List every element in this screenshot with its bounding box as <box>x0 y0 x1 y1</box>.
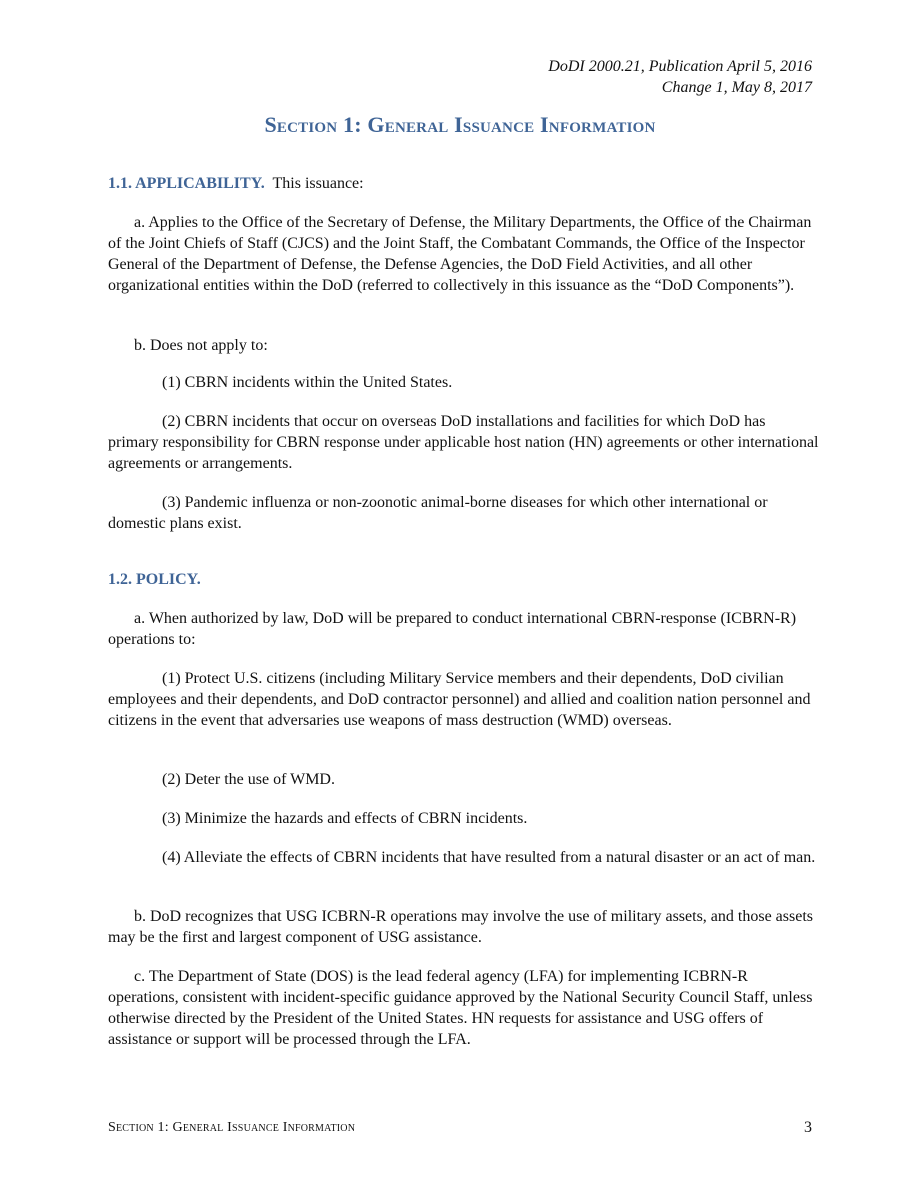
applicability-b: b. Does not apply to: <box>134 337 268 354</box>
applicability-heading-line <box>108 173 820 194</box>
policy-a4: (4) Alleviate the effects of CBRN incidents that have resulted from a natural disaster or an act of man. <box>162 849 816 866</box>
footer-section-title: Section 1: General Issuance Information <box>108 1120 356 1135</box>
policy-heading: 1.2. POLICY. <box>108 571 201 588</box>
policy-a: a. When authorized by law, DoD will be prepared to conduct international CBRN-response (ICBRN-R) operations to: <box>108 610 797 648</box>
applicability-b2: (2) CBRN incidents that occur on overseas DoD installations and facilities for which DoD has primary responsibility for CBRN response under applicable host nation (HN) agreements or other international agreements or arrangements. <box>108 413 819 472</box>
section-title: Section 1: General Issuance Information <box>264 112 656 137</box>
applicability-heading: 1.1. APPLICABILITY. <box>108 175 265 192</box>
policy-c: c. The Department of State (DOS) is the lead federal agency (LFA) for implementing ICBRN-R operations, consistent with incident-specific guidance approved by the National Security Council Staff, unless otherwise directed by the President of the United States. HN requests for assistance and USG offers of assistance or support will be processed through the LFA. <box>108 968 813 1048</box>
policy-a2: (2) Deter the use of WMD. <box>162 771 335 788</box>
applicability-b3: (3) Pandemic influenza or non-zoonotic animal-borne diseases for which other international or domestic plans exist. <box>108 494 768 532</box>
applicability-lead: This issuance: <box>272 175 364 192</box>
policy-a3: (3) Minimize the hazards and effects of CBRN incidents. <box>162 810 528 827</box>
policy-b: b. DoD recognizes that USG ICBRN-R operations may involve the use of military assets, and those assets may be the first and largest component of USG assistance. <box>108 908 813 946</box>
header-line-1: DoDI 2000.21, Publication April 5, 2016 <box>548 58 812 75</box>
page-number: 3 <box>804 1119 812 1136</box>
applicability-b1: (1) CBRN incidents within the United States. <box>162 374 453 391</box>
header-line-2: Change 1, May 8, 2017 <box>661 79 812 96</box>
policy-a1: (1) Protect U.S. citizens (including Military Service members and their dependents, DoD civilian employees and their dependents, and DoD contractor personnel) and allied and coalition nation personnel and citizens in the event that adversaries use weapons of mass destruction (WMD) overseas. <box>108 670 811 729</box>
applicability-a: a. Applies to the Office of the Secretary of Defense, the Military Departments, the Office of the Chairman of the Joint Chiefs of Staff (CJCS) and the Joint Staff, the Combatant Commands, the Office of the Inspector General of the Department of Defense, the Defense Agencies, the DoD Field Activities, and all other organizational entities within the DoD (referred to collectively in this issuance as the “DoD Components”). <box>108 214 812 294</box>
running-header <box>548 56 812 98</box>
